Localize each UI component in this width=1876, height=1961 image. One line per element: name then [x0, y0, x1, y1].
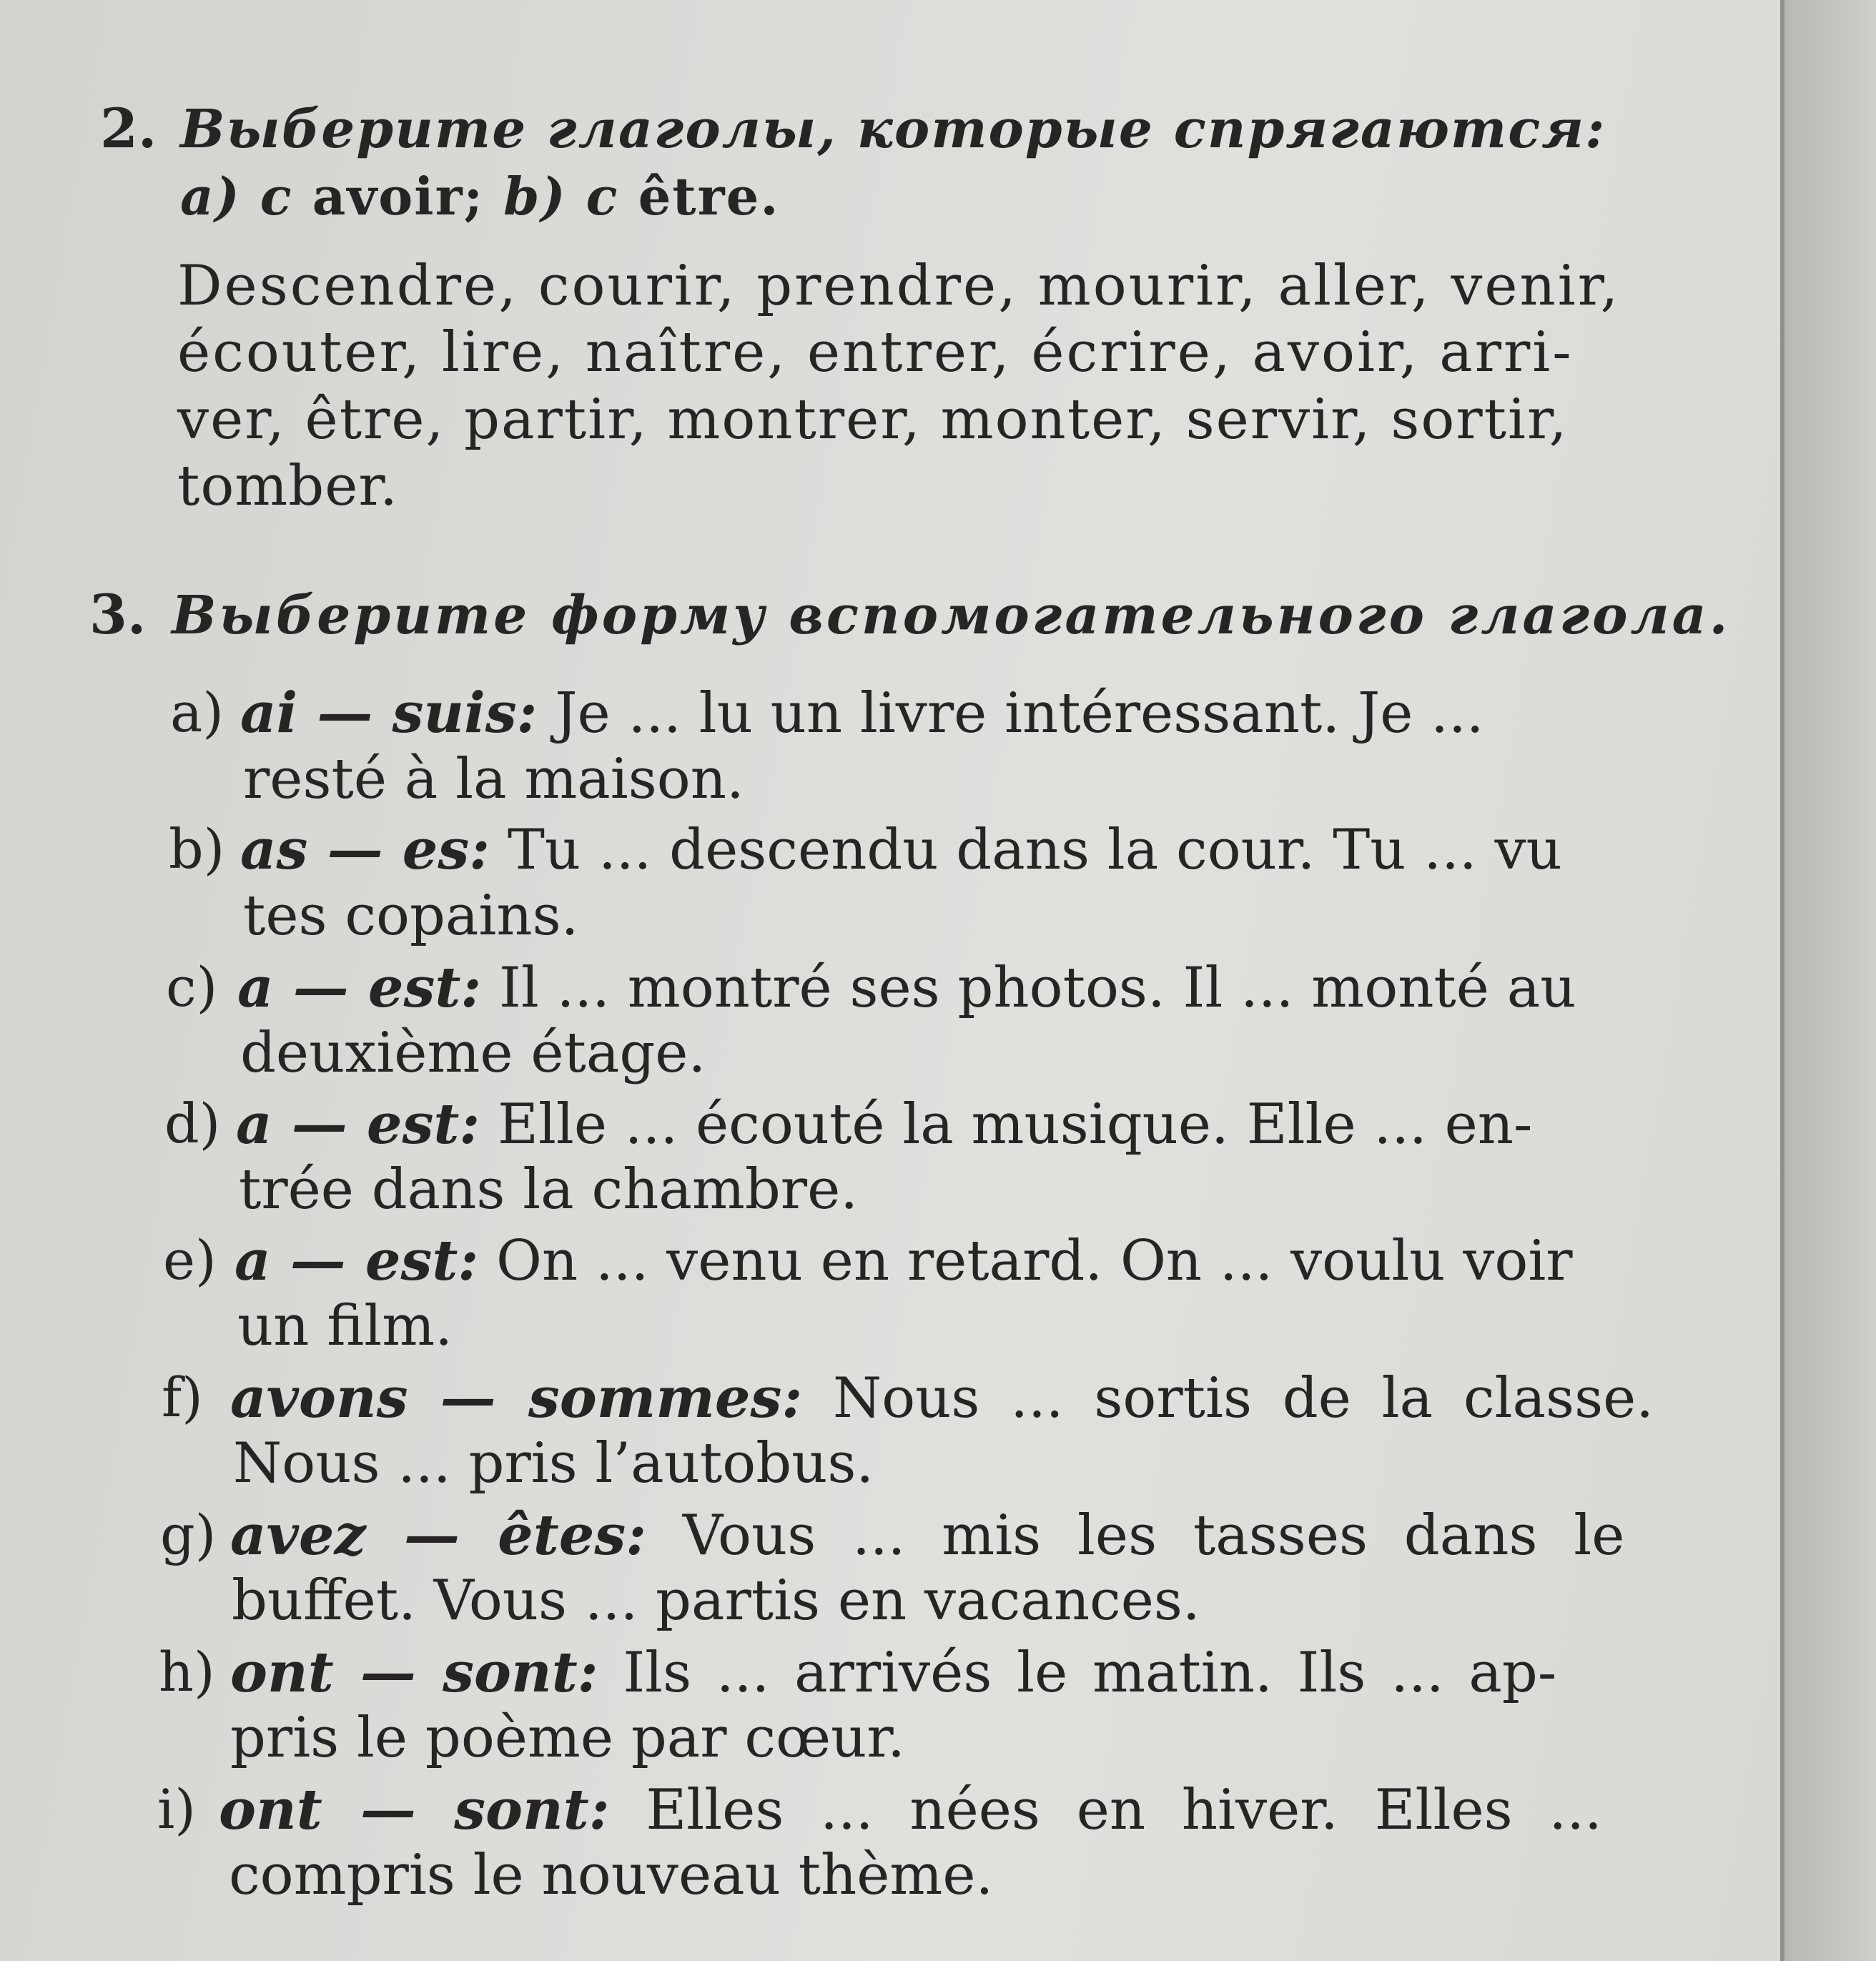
- verbs-line-3: ver, être, partir, montrer, monter, servir, sortir,: [177, 387, 1569, 452]
- option-a-label: a) с: [180, 166, 293, 227]
- item-e-aux: a — est:: [234, 1228, 479, 1293]
- item-c-line1: [237, 955, 1576, 1020]
- item-b-line2: tes copains.: [243, 884, 579, 948]
- exercise-3-number: 3.: [89, 583, 147, 646]
- item-f-line1: [230, 1365, 1654, 1431]
- option-a-verb: avoir;: [312, 166, 485, 227]
- item-b-line1: [240, 817, 1562, 882]
- exercise-2-subinstruction: [180, 166, 779, 227]
- item-d-label: d): [164, 1092, 221, 1155]
- exercise-2-instruction: Выберите глаголы, которые спрягаются:: [180, 99, 1606, 160]
- item-c-label: c): [166, 955, 218, 1019]
- item-b-label: b): [169, 817, 225, 881]
- item-e-line1: [234, 1228, 1573, 1293]
- verbs-line-4: tomber.: [177, 454, 398, 518]
- item-d-aux: a — est:: [236, 1092, 480, 1157]
- item-c-aux: a — est:: [237, 955, 482, 1020]
- item-g-label: g): [160, 1503, 217, 1566]
- option-b-label: b) с: [503, 166, 619, 227]
- item-c-line2: deuxième étage.: [240, 1021, 706, 1085]
- item-g-aux: avez — êtes:: [230, 1503, 647, 1568]
- item-h-line1: [230, 1640, 1556, 1705]
- item-f-label: f): [162, 1365, 203, 1429]
- item-i-aux: ont — sont:: [219, 1777, 610, 1842]
- item-e-label: e): [163, 1228, 217, 1292]
- item-f-aux: avons — sommes:: [230, 1365, 803, 1431]
- item-e-sentence: On ... venu en retard. On ... voulu voir: [496, 1229, 1573, 1293]
- item-h-sentence: Ils ... arrivés le matin. Ils ... ap-: [623, 1641, 1557, 1705]
- option-b-verb: être.: [638, 166, 780, 227]
- item-i-line2: compris le nouveau thème.: [229, 1843, 994, 1907]
- item-h-line2: pris le poème par cœur.: [230, 1706, 905, 1770]
- item-d-line1: [236, 1092, 1532, 1157]
- verbs-line-1: Descendre, courir, prendre, mourir, aller, venir,: [177, 254, 1621, 318]
- item-a-sentence: Je ... lu un livre intéressant. Je ...: [555, 681, 1484, 746]
- item-i-sentence: Elles ... nées en hiver. Elles ...: [646, 1778, 1602, 1842]
- item-f-line2: Nous ... pris l’autobus.: [233, 1431, 874, 1496]
- item-d-line2: trée dans la chambre.: [239, 1157, 859, 1222]
- item-i-label: i): [157, 1777, 196, 1841]
- item-a-aux: ai — suis:: [240, 681, 538, 746]
- item-e-line2: un film.: [237, 1294, 453, 1358]
- item-c-sentence: Il ... montré ses photos. Il ... monté au: [499, 956, 1576, 1020]
- item-g-line1: [230, 1503, 1624, 1568]
- background-beyond-page: [1784, 0, 1876, 1961]
- item-a-label: a): [170, 681, 224, 744]
- item-a-line1: [240, 681, 1484, 746]
- item-b-sentence: Tu ... descendu dans la cour. Tu ... vu: [507, 818, 1562, 882]
- item-d-sentence: Elle ... écouté la musique. Elle ... en-: [498, 1092, 1533, 1157]
- item-h-label: h): [159, 1640, 215, 1704]
- item-f-sentence: Nous ... sortis de la classe.: [832, 1366, 1654, 1431]
- item-a-line2: resté à la maison.: [243, 747, 744, 811]
- item-g-line2: buffet. Vous ... partis en vacances.: [232, 1569, 1200, 1633]
- exercise-3-instruction: Выберите форму вспомогательного глагола.: [172, 585, 1731, 646]
- item-g-sentence: Vous ... mis les tasses dans le: [682, 1503, 1625, 1568]
- verbs-line-2: écouter, lire, naître, entrer, écrire, avoir, arri-: [177, 320, 1574, 385]
- item-b-aux: as — es:: [240, 817, 490, 882]
- item-i-line1: [219, 1777, 1602, 1842]
- exercise-2-number: 2.: [100, 97, 157, 160]
- item-h-aux: ont — sont:: [230, 1640, 598, 1705]
